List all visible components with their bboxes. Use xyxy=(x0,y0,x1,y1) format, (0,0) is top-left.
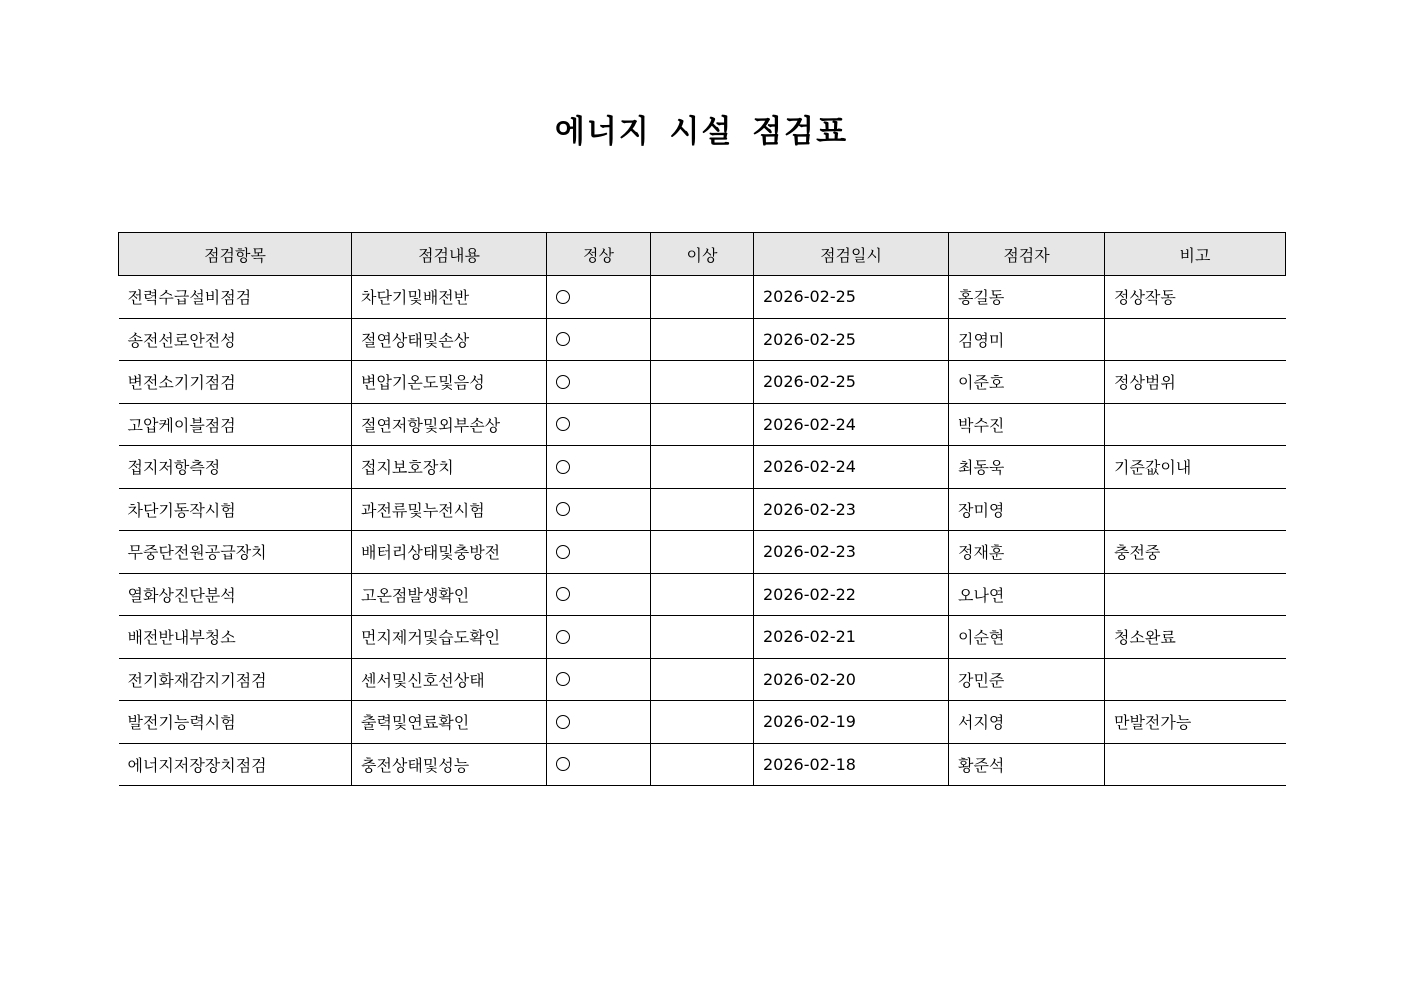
cell-inspection-item: 전기화재감지기점검 xyxy=(119,658,352,701)
cell-note xyxy=(1105,403,1286,446)
cell-inspector: 정재훈 xyxy=(949,531,1105,574)
cell-inspection-item: 배전반내부청소 xyxy=(119,616,352,659)
circle-mark-icon xyxy=(556,502,570,516)
cell-inspector: 이준호 xyxy=(949,361,1105,404)
cell-inspection-item: 전력수급설비점검 xyxy=(119,276,352,319)
cell-inspection-item: 송전선로안전성 xyxy=(119,318,352,361)
cell-inspection-content: 절연상태및손상 xyxy=(352,318,547,361)
cell-normal xyxy=(547,276,651,319)
cell-normal xyxy=(547,318,651,361)
cell-inspection-content: 출력및연료확인 xyxy=(352,701,547,744)
table-row xyxy=(119,743,1286,786)
cell-inspection-date: 2026-02-18 xyxy=(754,743,949,786)
cell-inspection-date: 2026-02-25 xyxy=(754,361,949,404)
cell-inspection-item: 에너지저장장치점검 xyxy=(119,743,352,786)
cell-inspection-item: 접지저항측정 xyxy=(119,446,352,489)
header-inspection-item: 점검항목 xyxy=(119,233,352,276)
cell-inspection-date: 2026-02-23 xyxy=(754,488,949,531)
table-row xyxy=(119,361,1286,404)
cell-normal xyxy=(547,488,651,531)
table-row xyxy=(119,701,1286,744)
cell-abnormal xyxy=(651,403,754,446)
circle-mark-icon xyxy=(556,290,570,304)
cell-inspection-date: 2026-02-25 xyxy=(754,276,949,319)
cell-normal xyxy=(547,361,651,404)
cell-inspection-date: 2026-02-22 xyxy=(754,573,949,616)
cell-inspection-date: 2026-02-20 xyxy=(754,658,949,701)
cell-inspector: 이순현 xyxy=(949,616,1105,659)
cell-inspection-item: 무중단전원공급장치 xyxy=(119,531,352,574)
cell-inspection-item: 변전소기기점검 xyxy=(119,361,352,404)
cell-inspector: 장미영 xyxy=(949,488,1105,531)
cell-note xyxy=(1105,658,1286,701)
cell-inspection-content: 절연저항및외부손상 xyxy=(352,403,547,446)
cell-inspector: 홍길동 xyxy=(949,276,1105,319)
table-row xyxy=(119,403,1286,446)
table-row xyxy=(119,531,1286,574)
cell-abnormal xyxy=(651,616,754,659)
cell-abnormal xyxy=(651,361,754,404)
cell-inspection-content: 변압기온도및음성 xyxy=(352,361,547,404)
cell-inspector: 황준석 xyxy=(949,743,1105,786)
cell-inspection-content: 접지보호장치 xyxy=(352,446,547,489)
table-body xyxy=(119,276,1286,786)
circle-mark-icon xyxy=(556,545,570,559)
cell-inspection-content: 차단기및배전반 xyxy=(352,276,547,319)
circle-mark-icon xyxy=(556,630,570,644)
table-row xyxy=(119,658,1286,701)
circle-mark-icon xyxy=(556,332,570,346)
cell-inspection-content: 고온점발생확인 xyxy=(352,573,547,616)
cell-note: 정상범위 xyxy=(1105,361,1286,404)
cell-abnormal xyxy=(651,446,754,489)
cell-abnormal xyxy=(651,701,754,744)
cell-note: 청소완료 xyxy=(1105,616,1286,659)
circle-mark-icon xyxy=(556,672,570,686)
cell-normal xyxy=(547,743,651,786)
cell-inspector: 강민준 xyxy=(949,658,1105,701)
circle-mark-icon xyxy=(556,757,570,771)
cell-normal xyxy=(547,616,651,659)
cell-inspector: 최동욱 xyxy=(949,446,1105,489)
cell-inspector: 김영미 xyxy=(949,318,1105,361)
cell-inspection-item: 열화상진단분석 xyxy=(119,573,352,616)
cell-normal xyxy=(547,446,651,489)
circle-mark-icon xyxy=(556,417,570,431)
cell-inspection-item: 발전기능력시험 xyxy=(119,701,352,744)
table-row xyxy=(119,318,1286,361)
table-row xyxy=(119,488,1286,531)
document-title: 에너지 시설 점검표 xyxy=(554,114,849,150)
cell-inspection-item: 차단기동작시험 xyxy=(119,488,352,531)
cell-note: 정상작동 xyxy=(1105,276,1286,319)
circle-mark-icon xyxy=(556,715,570,729)
cell-inspection-date: 2026-02-23 xyxy=(754,531,949,574)
header-inspection-date: 점검일시 xyxy=(754,233,949,276)
header-inspector: 점검자 xyxy=(949,233,1105,276)
cell-normal xyxy=(547,658,651,701)
cell-note: 충전중 xyxy=(1105,531,1286,574)
cell-inspector: 서지영 xyxy=(949,701,1105,744)
cell-inspection-content: 배터리상태및충방전 xyxy=(352,531,547,574)
cell-note xyxy=(1105,573,1286,616)
cell-inspection-date: 2026-02-25 xyxy=(754,318,949,361)
cell-note: 만발전가능 xyxy=(1105,701,1286,744)
cell-inspection-date: 2026-02-19 xyxy=(754,701,949,744)
cell-inspection-date: 2026-02-24 xyxy=(754,403,949,446)
cell-normal xyxy=(547,531,651,574)
cell-note xyxy=(1105,318,1286,361)
cell-note xyxy=(1105,743,1286,786)
cell-normal xyxy=(547,701,651,744)
cell-inspection-content: 충전상태및성능 xyxy=(352,743,547,786)
header-normal: 정상 xyxy=(547,233,651,276)
inspection-table xyxy=(118,232,1286,786)
header-abnormal: 이상 xyxy=(651,233,754,276)
circle-mark-icon xyxy=(556,587,570,601)
cell-inspection-date: 2026-02-21 xyxy=(754,616,949,659)
cell-note xyxy=(1105,488,1286,531)
table-row xyxy=(119,616,1286,659)
cell-inspector: 오나연 xyxy=(949,573,1105,616)
cell-inspection-content: 과전류및누전시험 xyxy=(352,488,547,531)
cell-note: 기준값이내 xyxy=(1105,446,1286,489)
cell-inspection-item: 고압케이블점검 xyxy=(119,403,352,446)
cell-abnormal xyxy=(651,318,754,361)
cell-abnormal xyxy=(651,276,754,319)
cell-inspection-content: 먼지제거및습도확인 xyxy=(352,616,547,659)
table-header-row xyxy=(119,233,1286,276)
table-row xyxy=(119,446,1286,489)
cell-abnormal xyxy=(651,743,754,786)
cell-normal xyxy=(547,573,651,616)
table-row xyxy=(119,276,1286,319)
header-inspection-content: 점검내용 xyxy=(352,233,547,276)
table-row xyxy=(119,573,1286,616)
cell-abnormal xyxy=(651,658,754,701)
cell-normal xyxy=(547,403,651,446)
circle-mark-icon xyxy=(556,460,570,474)
header-note: 비고 xyxy=(1105,233,1286,276)
cell-abnormal xyxy=(651,573,754,616)
cell-inspection-content: 센서및신호선상태 xyxy=(352,658,547,701)
circle-mark-icon xyxy=(556,375,570,389)
cell-inspection-date: 2026-02-24 xyxy=(754,446,949,489)
cell-abnormal xyxy=(651,531,754,574)
cell-abnormal xyxy=(651,488,754,531)
cell-inspector: 박수진 xyxy=(949,403,1105,446)
